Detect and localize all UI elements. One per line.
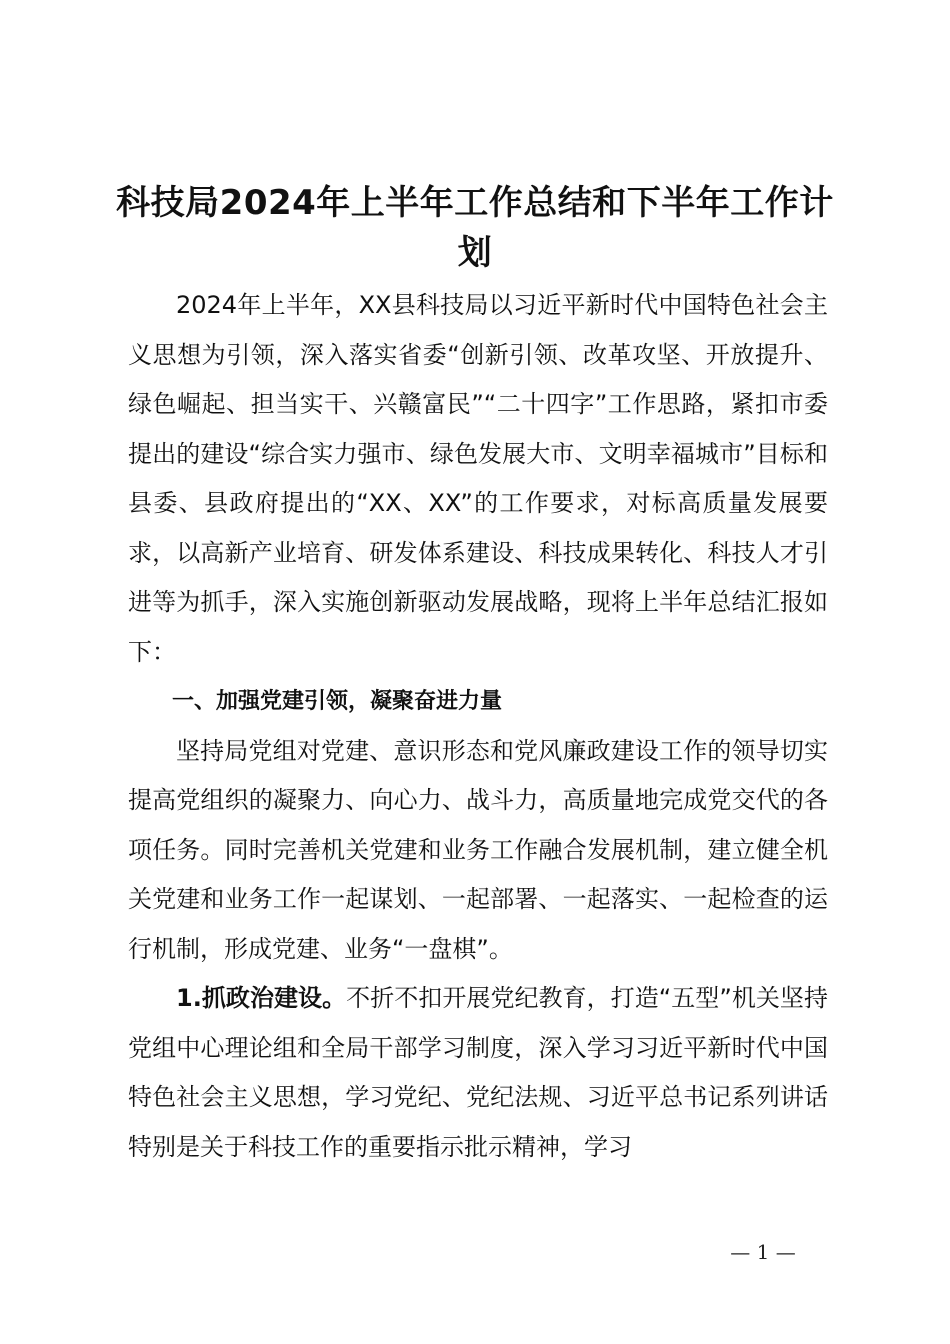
item-1-lead: 1.抓政治建设。	[176, 984, 347, 1012]
party-building-paragraph: 坚持局党组对党建、意识形态和党风廉政建设工作的领导切实提高党组织的凝聚力、向心力、战斗力，高质量地完成党交代的各项任务。同时完善机关党建和业务工作融合发展机制，建立健全机关党建和业务工作一起谋划、一起部署、一起落实、一起检查的运行机制，形成党建、业务“一盘棋”。	[128, 736, 828, 963]
section-heading: 一、加强党建引领，凝聚奋进力量	[172, 689, 503, 714]
page-number: — 1 —	[730, 1240, 796, 1264]
intro-paragraph: 2024年上半年，XX县科技局以习近平新时代中国特色社会主义思想为引领，深入落实省委“创新引领、改革攻坚、开放提升、绿色崛起、担当实干、兴赣富民”“二十四字”工作思路，紧扣市委提出的建设“综合实力强市、绿色发展大市、文明幸福城市”目标和县委、县政府提出的“XX、XX”的工作要求，对标高质量发展要求，以高新产业培育、研发体系建设、科技成果转化、科技人才引进等为抓手，深入实施创新驱动发展战略，现将上半年总结汇报如下：	[128, 291, 828, 666]
document-body	[128, 281, 828, 1172]
document-title: 科技局2024年上半年工作总结和下半年工作计划	[116, 183, 834, 273]
item-1-text: 不折不扣开展党纪教育，打造“五型”机关坚持党组中心理论组和全局干部学习制度，深入学习习近平新时代中国特色社会主义思想，学习党纪、党纪法规、习近平总书记系列讲话特别是关于科技工作的重要指示批示精神，学习	[128, 984, 828, 1161]
item-1-paragraph	[128, 974, 828, 1172]
